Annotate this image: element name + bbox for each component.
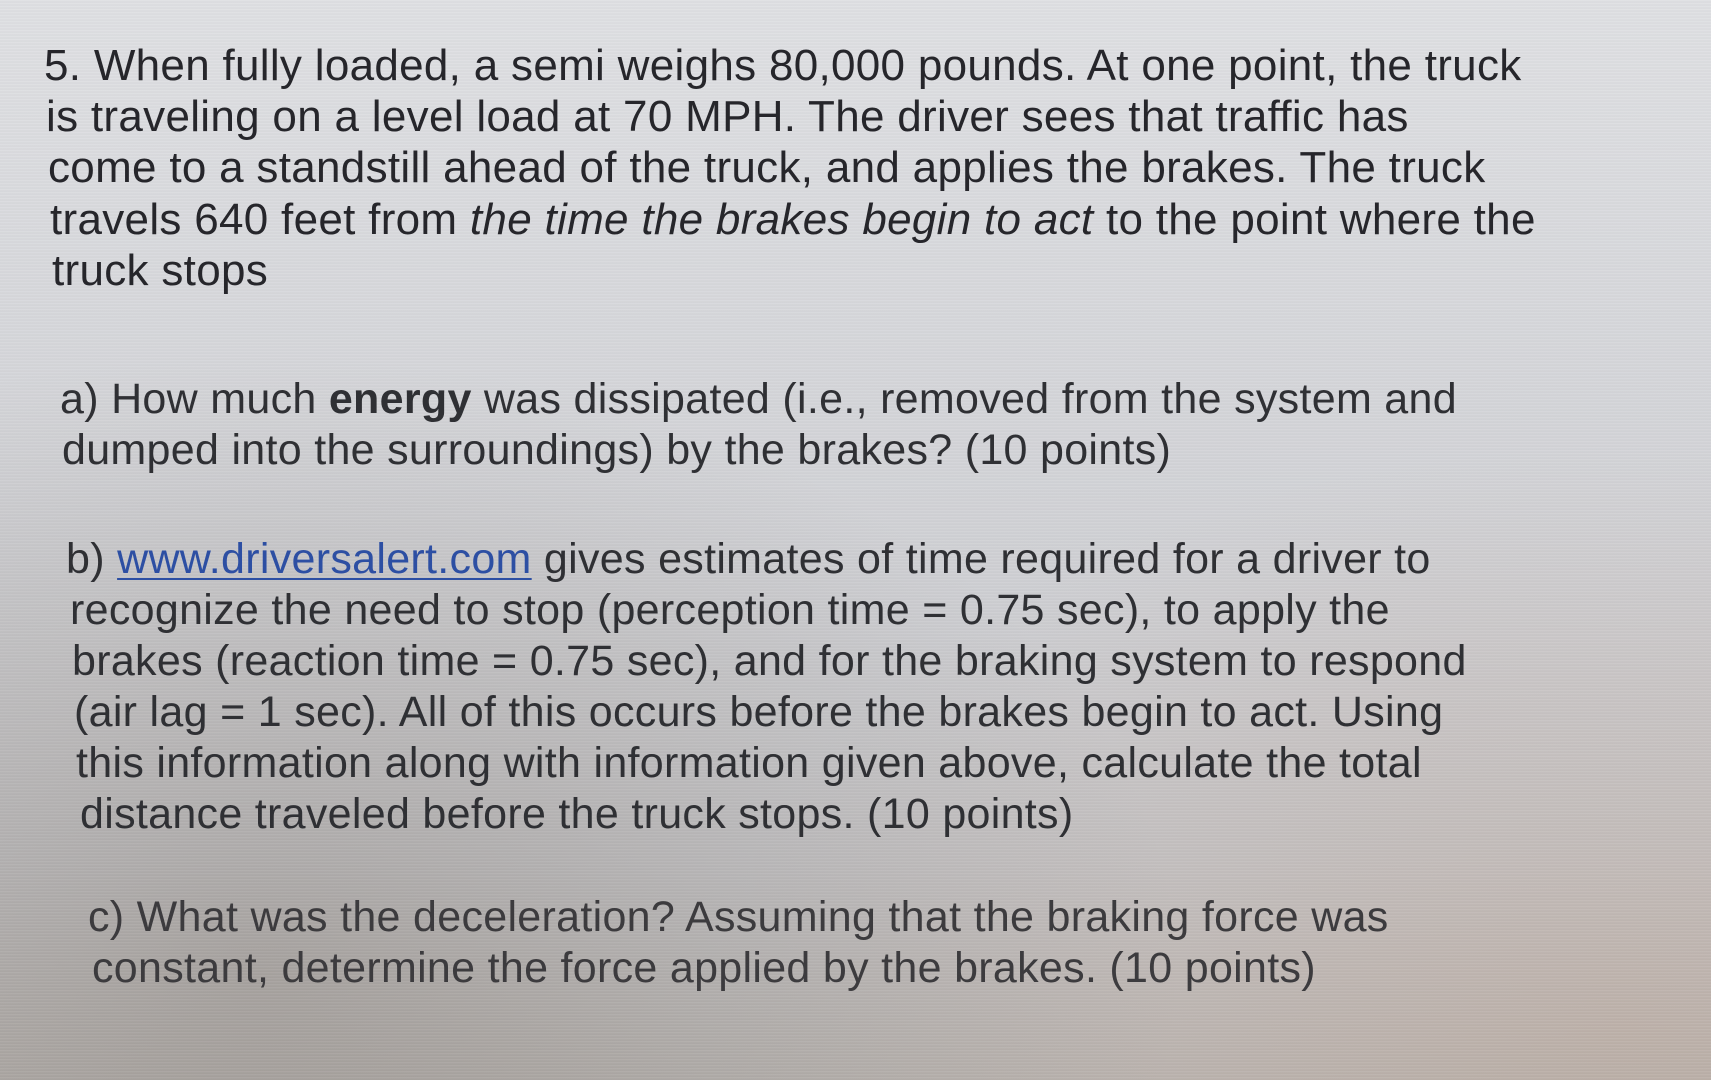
part-b-line-3: brakes (reaction time = 0.75 sec), and for the braking system to respond (72, 637, 1467, 685)
part-a-line-1-start: a) How much (60, 375, 329, 423)
part-a-line-1-end: was dissipated (i.e., removed from the system and (471, 375, 1457, 423)
question-5-line-3: come to a standstill ahead of the truck, and applies the brakes. The truck (48, 143, 1486, 192)
question-5-line-5: truck stops (52, 246, 269, 295)
part-a-line-1 (60, 373, 1457, 425)
part-b-line-6: distance traveled before the truck stops. (10 points) (80, 790, 1074, 838)
italic-phrase: the time the brakes begin to act (469, 195, 1094, 244)
part-b-line-4: (air lag = 1 sec). All of this occurs before the brakes begin to act. Using (74, 688, 1444, 736)
question-5-line-2: is traveling on a level load at 70 MPH. The driver sees that traffic has (46, 92, 1409, 141)
part-b-line-2: recognize the need to stop (perception time = 0.75 sec), to apply the (70, 586, 1390, 634)
question-5-line-4-end: to the point where the (1093, 195, 1536, 244)
bold-term-energy: energy (328, 375, 472, 423)
part-b-line-1-end: gives estimates of time required for a driver to (531, 535, 1431, 583)
question-5-line-4-start: travels 640 feet from (50, 195, 470, 244)
part-a-line-2: dumped into the surroundings) by the brakes? (10 points) (62, 426, 1172, 474)
question-5-line-1: 5. When fully loaded, a semi weighs 80,000 pounds. At one point, the truck (44, 41, 1522, 90)
part-c-line-2: constant, determine the force applied by the brakes. (10 points) (92, 944, 1316, 992)
part-b-line-1 (66, 533, 1431, 585)
driversalert-link[interactable]: www.driversalert.com (117, 535, 532, 583)
question-5-line-4 (50, 194, 1536, 246)
part-b-prefix: b) (66, 535, 118, 583)
part-b-line-5: this information along with information given above, calculate the total (76, 739, 1422, 787)
part-c-line-1: c) What was the deceleration? Assuming that the braking force was (88, 893, 1389, 941)
